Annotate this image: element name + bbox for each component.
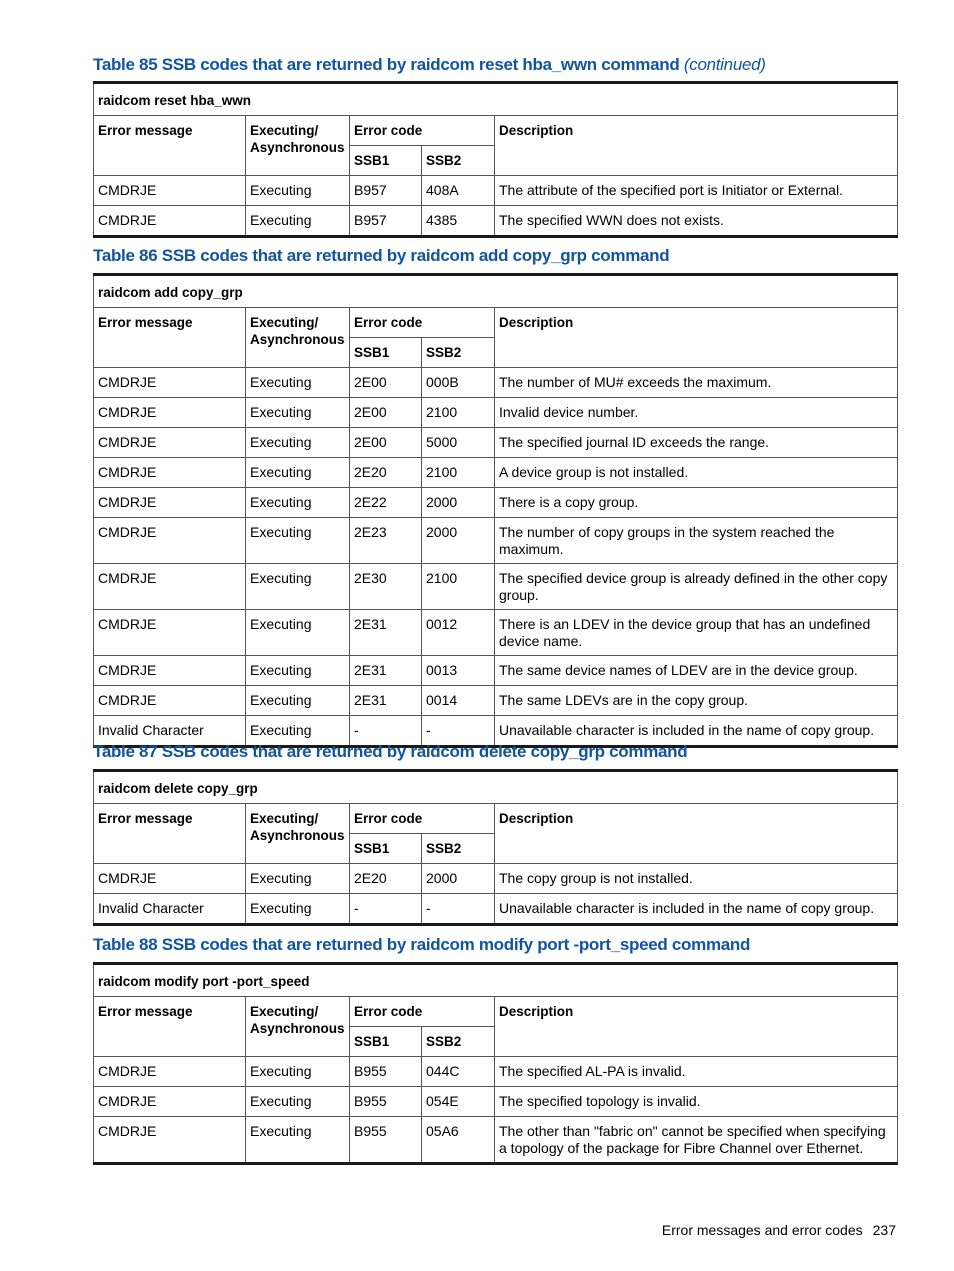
cell-error-message: CMDRJE — [94, 428, 246, 458]
cell-description: The specified WWN does not exists. — [495, 206, 898, 237]
cell-executing: Executing — [246, 488, 350, 518]
header-ssb2: SSB2 — [422, 834, 495, 864]
header-error-message: Error message — [94, 308, 246, 368]
cell-error-message: CMDRJE — [94, 610, 246, 656]
command-name: raidcom add copy_grp — [94, 275, 898, 308]
header-ssb2: SSB2 — [422, 146, 495, 176]
cell-ssb2: 000B — [422, 368, 495, 398]
table-caption: Table 86 SSB codes that are returned by raidcom add copy_grp command — [93, 246, 670, 265]
cell-ssb2: 05A6 — [422, 1117, 495, 1164]
cell-ssb2: 2000 — [422, 518, 495, 564]
cell-ssb1: B955 — [350, 1087, 422, 1117]
header-error-code: Error code — [350, 308, 495, 338]
table-row — [94, 1057, 898, 1087]
header-error-message: Error message — [94, 997, 246, 1057]
cell-executing: Executing — [246, 656, 350, 686]
cell-error-message: CMDRJE — [94, 1117, 246, 1164]
cell-ssb2: 054E — [422, 1087, 495, 1117]
cell-ssb2: 4385 — [422, 206, 495, 237]
cell-description: A device group is not installed. — [495, 458, 898, 488]
cell-description: The copy group is not installed. — [495, 864, 898, 894]
cell-ssb1: 2E20 — [350, 458, 422, 488]
header-executing: Executing/ Asynchronous — [246, 116, 350, 176]
cell-executing: Executing — [246, 864, 350, 894]
table-row — [94, 1117, 898, 1164]
cell-ssb2: - — [422, 894, 495, 925]
cell-error-message: CMDRJE — [94, 564, 246, 610]
ssb-table — [93, 962, 898, 1165]
cell-error-message: CMDRJE — [94, 458, 246, 488]
header-error-code: Error code — [350, 997, 495, 1027]
cell-description: The specified AL-PA is invalid. — [495, 1057, 898, 1087]
cell-error-message: CMDRJE — [94, 1087, 246, 1117]
header-description: Description — [495, 997, 898, 1057]
table-row — [94, 686, 898, 716]
cell-error-message: CMDRJE — [94, 176, 246, 206]
cell-error-message: CMDRJE — [94, 488, 246, 518]
cell-ssb1: B957 — [350, 176, 422, 206]
cell-ssb1: B955 — [350, 1117, 422, 1164]
cell-ssb1: - — [350, 894, 422, 925]
cell-ssb1: 2E00 — [350, 368, 422, 398]
cell-ssb2: 044C — [422, 1057, 495, 1087]
cell-ssb2: 408A — [422, 176, 495, 206]
ssb-table — [93, 273, 898, 748]
cell-ssb1: 2E30 — [350, 564, 422, 610]
cell-executing: Executing — [246, 894, 350, 925]
ssb-table — [93, 81, 898, 238]
cell-error-message: CMDRJE — [94, 518, 246, 564]
cell-ssb1: 2E31 — [350, 656, 422, 686]
header-executing: Executing/ Asynchronous — [246, 997, 350, 1057]
header-executing: Executing/ Asynchronous — [246, 308, 350, 368]
header-description: Description — [495, 116, 898, 176]
cell-description: The number of MU# exceeds the maximum. — [495, 368, 898, 398]
cell-ssb1: 2E22 — [350, 488, 422, 518]
cell-ssb2: 2000 — [422, 864, 495, 894]
cell-executing: Executing — [246, 206, 350, 237]
table-88-section — [93, 934, 897, 1165]
table-87-section — [93, 741, 897, 926]
table-row — [94, 206, 898, 237]
command-name: raidcom reset hba_wwn — [94, 83, 898, 116]
cell-error-message: CMDRJE — [94, 864, 246, 894]
cell-executing: Executing — [246, 686, 350, 716]
cell-executing: Executing — [246, 610, 350, 656]
header-description: Description — [495, 804, 898, 864]
cell-executing: Executing — [246, 518, 350, 564]
cell-ssb2: 5000 — [422, 428, 495, 458]
header-executing: Executing/ Asynchronous — [246, 804, 350, 864]
cell-executing: Executing — [246, 428, 350, 458]
header-ssb2: SSB2 — [422, 1027, 495, 1057]
cell-ssb2: 0013 — [422, 656, 495, 686]
cell-executing: Executing — [246, 458, 350, 488]
cell-error-message: CMDRJE — [94, 1057, 246, 1087]
table-85-section — [93, 54, 897, 238]
cell-ssb2: - — [422, 716, 495, 747]
cell-executing: Executing — [246, 1057, 350, 1087]
cell-ssb2: 2100 — [422, 398, 495, 428]
cell-ssb1: 2E31 — [350, 610, 422, 656]
cell-error-message: CMDRJE — [94, 398, 246, 428]
table-86-section — [93, 245, 897, 748]
cell-description: Unavailable character is included in the name of copy group. — [495, 894, 898, 925]
cell-error-message: CMDRJE — [94, 656, 246, 686]
header-ssb1: SSB1 — [350, 834, 422, 864]
cell-description: The number of copy groups in the system reached the maximum. — [495, 518, 898, 564]
cell-executing: Executing — [246, 398, 350, 428]
cell-description: The attribute of the specified port is Initiator or External. — [495, 176, 898, 206]
cell-description: The specified topology is invalid. — [495, 1087, 898, 1117]
cell-description: Unavailable character is included in the name of copy group. — [495, 716, 898, 747]
table-row — [94, 488, 898, 518]
table-row — [94, 1087, 898, 1117]
header-error-message: Error message — [94, 116, 246, 176]
cell-error-message: CMDRJE — [94, 368, 246, 398]
table-row — [94, 368, 898, 398]
cell-ssb1: 2E31 — [350, 686, 422, 716]
cell-description: The same device names of LDEV are in the device group. — [495, 656, 898, 686]
page-footer — [662, 1222, 896, 1238]
cell-executing: Executing — [246, 1087, 350, 1117]
table-row — [94, 428, 898, 458]
cell-ssb1: 2E20 — [350, 864, 422, 894]
cell-description: The specified device group is already defined in the other copy group. — [495, 564, 898, 610]
table-row — [94, 656, 898, 686]
cell-executing: Executing — [246, 368, 350, 398]
cell-description: The same LDEVs are in the copy group. — [495, 686, 898, 716]
cell-description: The other than "fabric on" cannot be specified when specifying a topology of the package for Fibre Channel over Ethernet. — [495, 1117, 898, 1164]
cell-error-message: Invalid Character — [94, 894, 246, 925]
cell-ssb2: 2100 — [422, 458, 495, 488]
cell-description: There is an LDEV in the device group that has an undefined device name. — [495, 610, 898, 656]
header-ssb1: SSB1 — [350, 1027, 422, 1057]
header-ssb2: SSB2 — [422, 338, 495, 368]
cell-ssb2: 2000 — [422, 488, 495, 518]
cell-ssb1: - — [350, 716, 422, 747]
table-row — [94, 398, 898, 428]
cell-ssb1: 2E00 — [350, 428, 422, 458]
table-caption: Table 87 SSB codes that are returned by raidcom delete copy_grp command — [93, 742, 688, 761]
cell-executing: Executing — [246, 1117, 350, 1164]
table-row — [94, 864, 898, 894]
cell-ssb1: B955 — [350, 1057, 422, 1087]
table-row — [94, 458, 898, 488]
header-error-code: Error code — [350, 804, 495, 834]
continued-label: (continued) — [683, 55, 766, 74]
cell-description: There is a copy group. — [495, 488, 898, 518]
table-row — [94, 564, 898, 610]
command-name: raidcom modify port -port_speed — [94, 964, 898, 997]
footer-text: Error messages and error codes — [661, 1222, 863, 1238]
cell-ssb1: B957 — [350, 206, 422, 237]
cell-ssb2: 0012 — [422, 610, 495, 656]
command-name: raidcom delete copy_grp — [94, 771, 898, 804]
table-row — [94, 610, 898, 656]
ssb-table — [93, 769, 898, 926]
header-error-message: Error message — [94, 804, 246, 864]
cell-executing: Executing — [246, 564, 350, 610]
cell-executing: Executing — [246, 716, 350, 747]
cell-description: The specified journal ID exceeds the range. — [495, 428, 898, 458]
table-caption: Table 88 SSB codes that are returned by raidcom modify port -port_speed command — [93, 935, 751, 954]
header-ssb1: SSB1 — [350, 338, 422, 368]
cell-error-message: CMDRJE — [94, 686, 246, 716]
cell-ssb1: 2E23 — [350, 518, 422, 564]
header-description: Description — [495, 308, 898, 368]
page-number: 237 — [872, 1222, 896, 1238]
cell-ssb1: 2E00 — [350, 398, 422, 428]
cell-error-message: CMDRJE — [94, 206, 246, 237]
table-row — [94, 518, 898, 564]
cell-ssb2: 0014 — [422, 686, 495, 716]
table-caption: Table 85 SSB codes that are returned by raidcom reset hba_wwn command (continued) — [93, 55, 766, 74]
cell-error-message: Invalid Character — [94, 716, 246, 747]
header-error-code: Error code — [350, 116, 495, 146]
table-row — [94, 176, 898, 206]
cell-ssb2: 2100 — [422, 564, 495, 610]
cell-executing: Executing — [246, 176, 350, 206]
table-row — [94, 894, 898, 925]
header-ssb1: SSB1 — [350, 146, 422, 176]
cell-description: Invalid device number. — [495, 398, 898, 428]
